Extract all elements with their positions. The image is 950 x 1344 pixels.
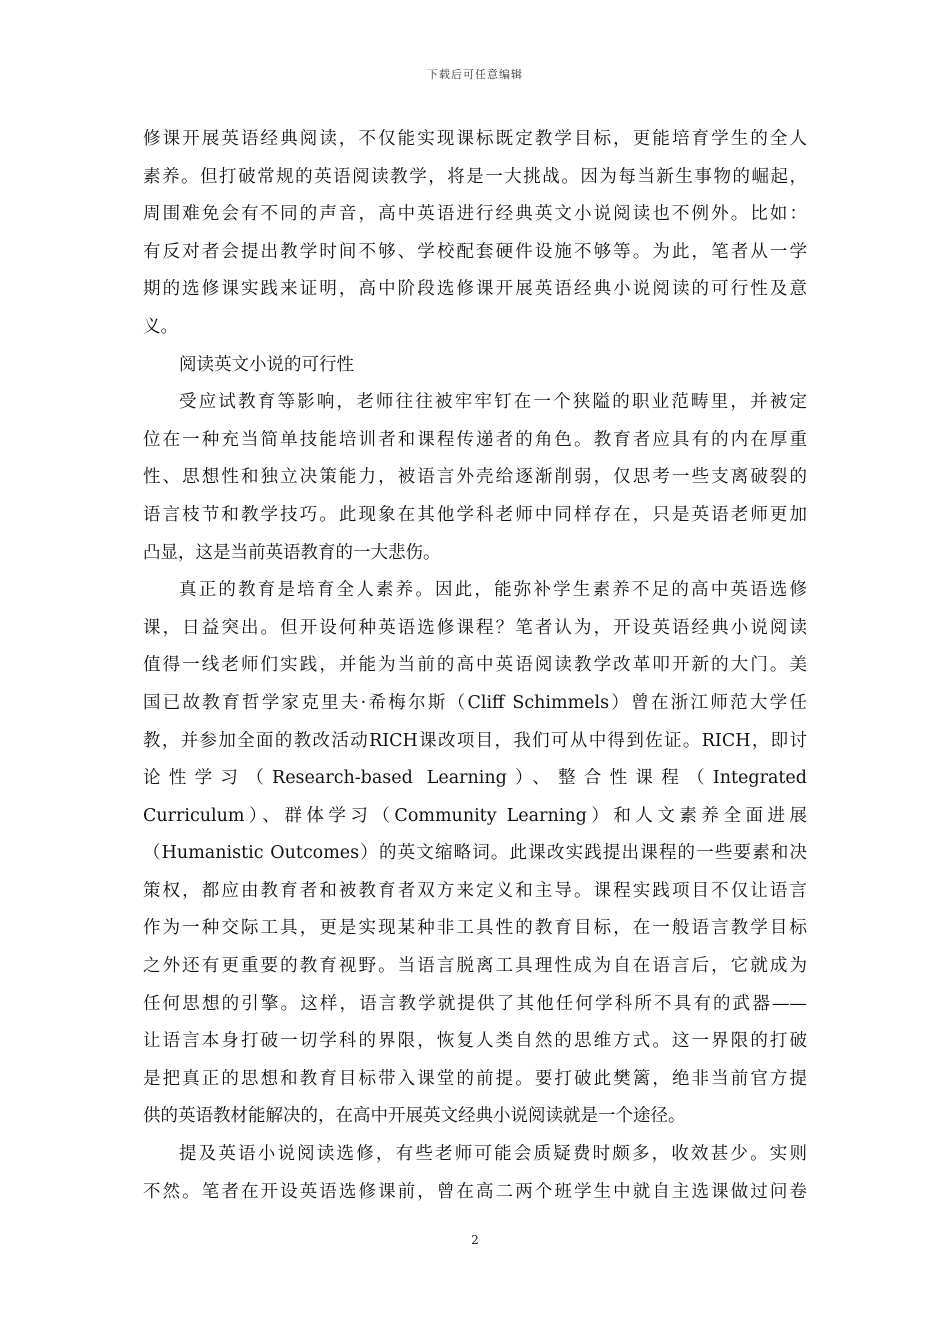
text-line: 供的英语教材能解决的，在高中开展英文经典小说阅读就是一个途径。 xyxy=(143,1106,686,1127)
text-line: 位在一种充当简单技能培训者和课程传递者的角色。教育者应具有的内在厚重 xyxy=(143,429,807,450)
text-line: 不然。笔者在开设英语选修课前，曾在高二两个班学生中就自主选课做过问卷 xyxy=(143,1181,807,1202)
text-line: 义。 xyxy=(143,316,178,337)
page-number: 2 xyxy=(471,1233,479,1247)
text-line: 素养。但打破常规的英语阅读教学，将是一大挑战。因为每当新生事物的崛起， xyxy=(143,166,807,187)
text-line: 语言枝节和教学技巧。此现象在其他学科老师中同样存在，只是英语老师更加 xyxy=(143,504,807,525)
text-line: 课，日益突出。但开设何种英语选修课程？笔者认为，开设英语经典小说阅读 xyxy=(143,617,807,638)
text-line: 教，并参加全面的教改活动RICH课改项目，我们可从中得到佐证。RICH，即讨 xyxy=(143,730,807,751)
text-line: 受应试教育等影响，老师往往被牢牢钉在一个狭隘的职业范畴里，并被定 xyxy=(179,392,807,413)
text-line: 国已故教育哲学家克里夫·希梅尔斯（Cliff Schimmels）曾在浙江师范大学任 xyxy=(143,692,807,713)
text-line: 之外还有更重要的教育视野。当语言脱离工具理性成为自在语言后，它就成为 xyxy=(143,956,807,977)
text-line: 提及英语小说阅读选修，有些老师可能会质疑费时颇多，收效甚少。实则 xyxy=(179,1144,807,1165)
text-line: 任何思想的引擎。这样，语言教学就提供了其他任何学科所不具有的武器—— xyxy=(143,993,807,1014)
document-body xyxy=(143,121,807,1211)
text-line: 作为一种交际工具，更是实现某种非工具性的教育目标，在一般语言教学目标 xyxy=(143,918,807,939)
text-line: 凸显，这是当前英语教育的一大悲伤。 xyxy=(143,542,441,563)
text-line: 论性学习（Research-based Learning）、整合性课程（Integrated xyxy=(143,768,807,789)
page-header: 下载后可任意编辑 xyxy=(427,68,523,81)
text-line: 性、思想性和独立决策能力，被语言外壳给逐渐削弱，仅思考一些支离破裂的 xyxy=(143,467,807,488)
section-heading: 阅读英文小说的可行性 xyxy=(179,354,354,375)
text-line: 真正的教育是培育全人素养。因此，能弥补学生素养不足的高中英语选修 xyxy=(179,580,807,601)
text-line: 是把真正的思想和教育目标带入课堂的前提。要打破此樊篱，绝非当前官方提 xyxy=(143,1068,807,1089)
text-line: 期的选修课实践来证明，高中阶段选修课开展英语经典小说阅读的可行性及意 xyxy=(143,279,807,300)
text-line: 有反对者会提出教学时间不够、学校配套硬件设施不够等。为此，笔者从一学 xyxy=(143,241,807,262)
text-line: 值得一线老师们实践，并能为当前的高中英语阅读教学改革叩开新的大门。美 xyxy=(143,655,807,676)
text-line: Curriculum）、群体学习（Community Learning）和人文素养全面进展 xyxy=(143,805,807,826)
text-line: 周围难免会有不同的声音，高中英语进行经典英文小说阅读也不例外。比如： xyxy=(143,204,807,225)
text-line: 策权，都应由教育者和被教育者双方来定义和主导。课程实践项目不仅让语言 xyxy=(143,880,807,901)
text-line: （Humanistic Outcomes）的英文缩略词。此课改实践提出课程的一些要素和决 xyxy=(143,843,807,864)
text-line: 修课开展英语经典阅读，不仅能实现课标既定教学目标，更能培育学生的全人 xyxy=(143,129,807,149)
text-line: 让语言本身打破一切学科的界限，恢复人类自然的思维方式。这一界限的打破 xyxy=(143,1031,807,1052)
